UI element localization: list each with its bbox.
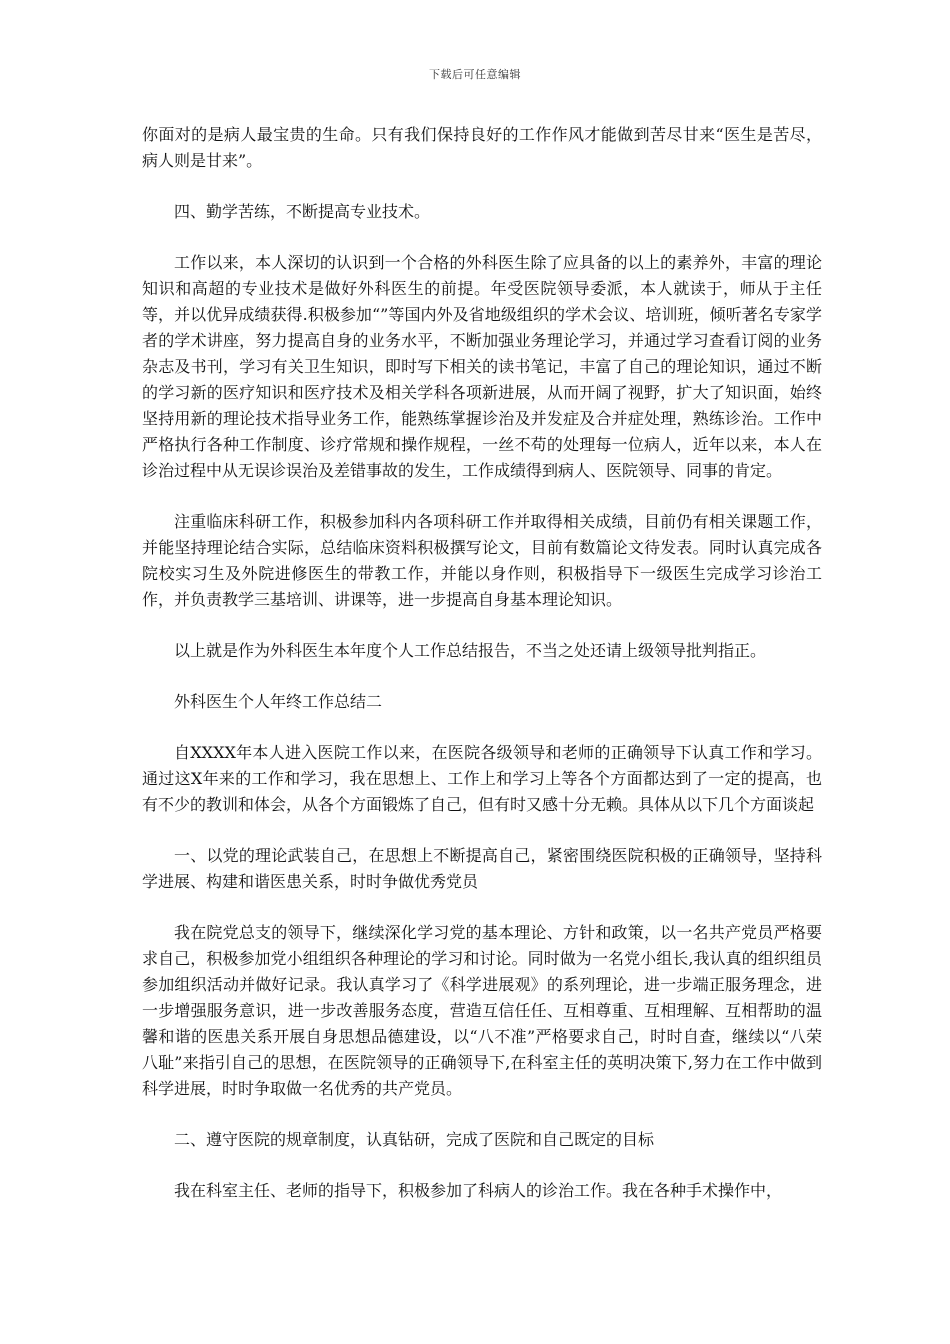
section-heading-2: 二、遵守医院的规章制度，认真钻研，完成了医院和自己既定的目标 bbox=[174, 1130, 655, 1149]
paragraph-closing: 以上就是作为外科医生本年度个人工作总结报告，不当之处还请上级领导批判指正。 bbox=[174, 641, 767, 660]
paragraph-research: 注重临床科研工作，积极参加科内各项科研工作并取得相关成绩，目前仍有相关课题工作，并能坚持理论结合实际，总结临床资料积极撰写论文，目前有数篇论文待发表。同时认真完成各院校实习生及外院进修医生的带教工作，并能以身作则，积极指导下一级医生完成学习诊治工作，并负责教学三基培训、讲课等，进一步提高自身基本理论知识。 bbox=[142, 512, 822, 609]
paragraph-intro: 自XXXX年本人进入医院工作以来，在医院各级领导和老师的正确领导下认真工作和学习。通过这X年来的工作和学习，我在思想上、工作上和学习上等各个方面都达到了一定的提高，也有不少的教训和体会，从各个方面锻炼了自己，但有时又感十分无赖。具体从以下几个方面谈起 bbox=[142, 743, 822, 814]
document-body bbox=[142, 122, 822, 1204]
paragraph-continued: 你面对的是病人最宝贵的生命。只有我们保持良好的工作作风才能做到苦尽甘来“医生是苦尽，病人则是甘来”。 bbox=[142, 125, 822, 170]
paragraph-party: 我在院党总支的领导下，继续深化学习党的基本理论、方针和政策，以一名共产党员严格要求自己，积极参加党小组组织各种理论的学习和讨论。同时做为一名党小组长,我认真的组织组员参加组织活动并做好记录。我认真学习了《科学进展观》的系列理论，进一步端正服务理念，进一步增强服务意识，进一步改善服务态度，营造互信任任、互相尊重、互相理解、互相帮助的温馨和谐的医患关系开展自身思想品德建设，以“八不准”严格要求自己，时时自查，继续以“八荣八耻”来指引自己的思想，在医院领导的正确领导下,在科室主任的英明决策下,努力在工作中做到科学进展，时时争取做一名优秀的共产党员。 bbox=[142, 923, 822, 1098]
section-heading-1: 一、以党的理论武装自己，在思想上不断提高自己，紧密围绕医院积极的正确领导，坚持科学进展、构建和谐医患关系，时时争做优秀党员 bbox=[142, 846, 822, 891]
paragraph-skills: 工作以来，本人深切的认识到一个合格的外科医生除了应具备的以上的素养外，丰富的理论知识和高超的专业技术是做好外科医生的前提。年受医院领导委派，本人就读于，师从于主任等，并以优异成绩获得.积极参加“”等国内外及省地级组织的学术会议、培训班，倾听著名专家学者的学术讲座，努力提高自身的业务水平，不断加强业务理论学习，并通过学习查看订阅的业务杂志及书刊，学习有关卫生知识，即时写下相关的读书笔记，丰富了自己的理论知识，通过不断的学习新的医疗知识和医疗技术及相关学科各项新进展，从而开阔了视野，扩大了知识面，始终坚持用新的理论技术指导业务工作，能熟练掌握诊治及并发症及合并症处理，熟练诊治。工作中严格执行各种工作制度、诊疗常规和操作规程，一丝不苟的处理每一位病人，近年以来，本人在诊治过程中从无误诊误治及差错事故的发生，工作成绩得到病人、医院领导、同事的肯定。 bbox=[142, 253, 822, 480]
paragraph-clinical: 我在科室主任、老师的指导下，积极参加了科病人的诊治工作。我在各种手术操作中， bbox=[174, 1181, 783, 1200]
header-note: 下载后可任意编辑 bbox=[429, 68, 521, 81]
section-heading-4: 四、勤学苦练，不断提高专业技术。 bbox=[174, 202, 431, 221]
document-subtitle: 外科医生个人年终工作总结二 bbox=[174, 692, 383, 711]
